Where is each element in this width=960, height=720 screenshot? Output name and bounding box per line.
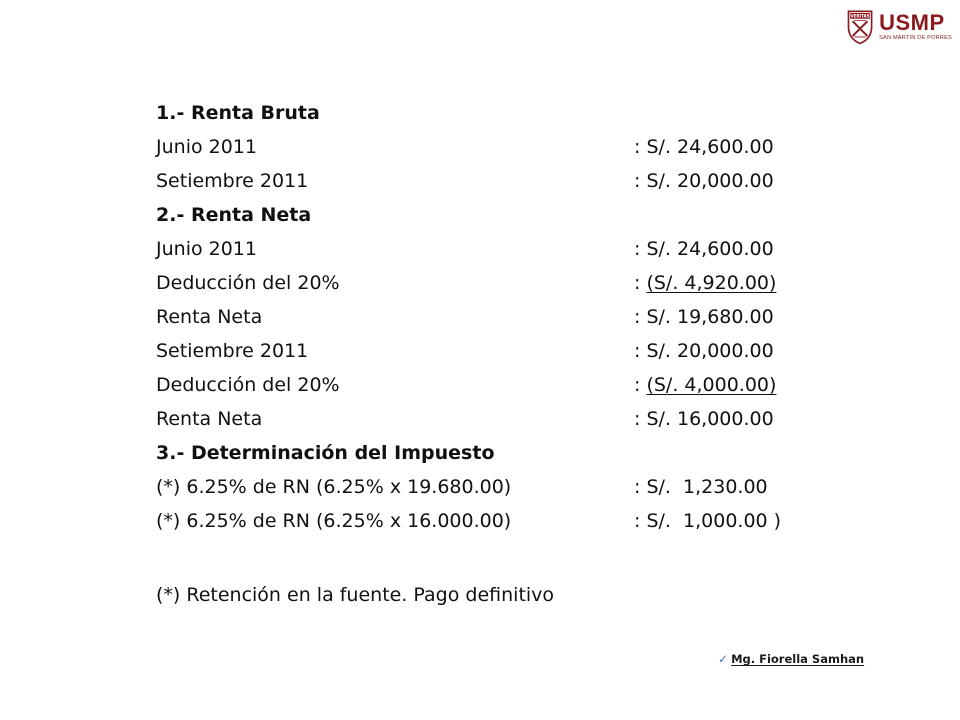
row-label: 3.- Determinación del Impuesto — [156, 442, 495, 464]
author-name: Mg. Fiorella Samhan — [731, 652, 865, 666]
author-signature — [718, 652, 864, 666]
row-value: : S/. 20,000.00 — [634, 340, 774, 362]
deduction-value: (S/. 4,000.00) — [646, 374, 777, 396]
row-label: (*) 6.25% de RN (6.25% x 19.680.00) — [156, 476, 512, 498]
row-label: Junio 2011 — [156, 136, 257, 158]
checkmark-icon: ✓ — [718, 652, 729, 666]
row-value: : S/. 16,000.00 — [634, 408, 774, 430]
logo-main-text: USMP — [879, 10, 945, 35]
row-value: : S/. 24,600.00 — [634, 136, 774, 158]
row-label: Deducción del 20% — [156, 272, 340, 294]
row-label: (*) 6.25% de RN (6.25% x 16.000.00) — [156, 510, 512, 532]
deduction-value: (S/. 4,920.00) — [646, 272, 777, 294]
row-label: Setiembre 2011 — [156, 170, 309, 192]
row-label: 2.- Renta Neta — [156, 204, 312, 226]
usmp-logo — [846, 4, 952, 50]
row-label: Deducción del 20% — [156, 374, 340, 396]
row-label: Renta Neta — [156, 306, 263, 328]
value-prefix: : — [634, 272, 647, 294]
logo-wordmark — [879, 12, 952, 42]
row-value: : S/. 19,680.00 — [634, 306, 774, 328]
footnote: (*) Retención en la fuente. Pago definitivo — [156, 584, 555, 606]
row-label: Junio 2011 — [156, 238, 257, 260]
row-value: : S/. 24,600.00 — [634, 238, 774, 260]
shield-motto: VERITAS — [850, 13, 870, 19]
row-label: 1.- Renta Bruta — [156, 102, 320, 124]
row-label: Setiembre 2011 — [156, 340, 309, 362]
row-value: : S/. 1,000.00 ) — [634, 510, 782, 532]
university-shield-icon — [846, 5, 874, 49]
row-label: Renta Neta — [156, 408, 263, 430]
row-value: : S/. 1,230.00 — [634, 476, 768, 498]
value-prefix: : — [634, 374, 647, 396]
logo-sub-text: SAN MARTIN DE PORRES — [879, 35, 952, 41]
row-value: : S/. 20,000.00 — [634, 170, 774, 192]
row-value-wrapper — [634, 368, 776, 402]
row-value-wrapper — [634, 266, 776, 300]
